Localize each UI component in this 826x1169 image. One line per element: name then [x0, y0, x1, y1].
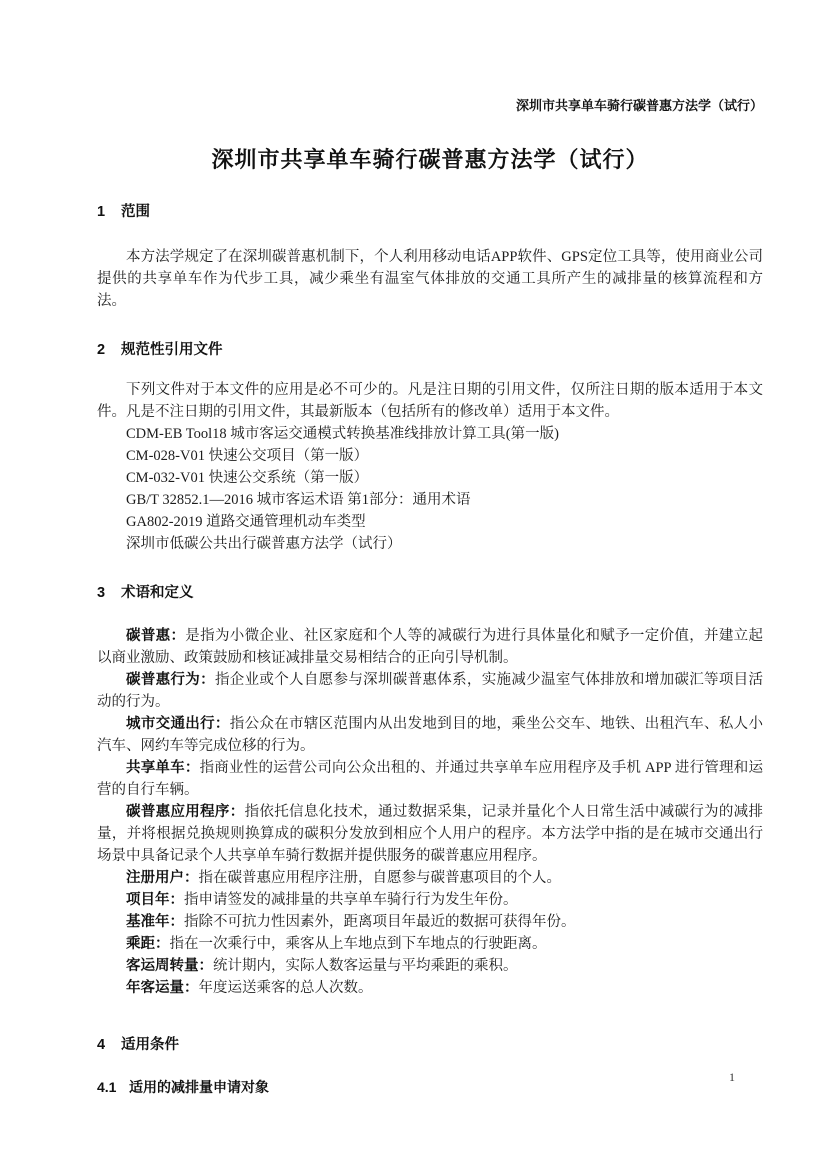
term-name: 注册用户：	[126, 870, 199, 886]
term-item	[97, 955, 763, 977]
term-definition: 指企业或个人自愿参与深圳碳普惠体系，实施减少温室气体排放和增加碳汇等项目活动的行为。	[97, 672, 764, 710]
term-name: 项目年：	[126, 892, 184, 908]
section-number: 2	[97, 342, 106, 358]
reference-item: CDM-EB Tool18 城市客运交通模式转换基准线排放计算工具(第一版)	[126, 426, 559, 442]
term-definition: 指在一次乘行中，乘客从上车地点到下车地点的行驶距离。	[169, 936, 547, 952]
reference-item: CM-032-V01 快速公交系统（第一版）	[126, 470, 369, 486]
section-heading-4	[97, 1037, 763, 1053]
subsection-title: 适用的减排量申请对象	[129, 1079, 269, 1095]
reference-item: GB/T 32852.1—2016 城市客运术语 第1部分：通用术语	[126, 492, 471, 508]
term-definition: 指商业性的运营公司向公众出租的、并通过共享单车应用程序及手机 APP 进行管理和运营的自行车辆。	[97, 760, 763, 798]
subsection-number: 4.1	[97, 1079, 117, 1095]
section-number: 3	[97, 585, 106, 601]
term-name: 碳普惠：	[126, 628, 186, 644]
section-title: 术语和定义	[121, 585, 194, 601]
term-item	[97, 889, 763, 911]
terms-list	[97, 625, 763, 999]
term-definition: 是指为小微企业、社区家庭和个人等的减碳行为进行具体量化和赋予一定价值，并建立起以商业激励、政策鼓励和核证减排量交易相结合的正向引导机制。	[97, 628, 764, 666]
reference-item: GA802-2019 道路交通管理机动车类型	[126, 514, 366, 530]
term-name: 碳普惠行为：	[126, 672, 215, 688]
term-item	[97, 911, 763, 933]
section-1-paragraph: 本方法学规定了在深圳碳普惠机制下，个人利用移动电话APP软件、GPS定位工具等，使用商业公司提供的共享单车作为代步工具，减少乘坐有温室气体排放的交通工具所产生的减排量的核算流程和方法。	[97, 249, 763, 309]
reference-item: CM-028-V01 快速公交项目（第一版）	[126, 448, 369, 464]
term-name: 共享单车：	[126, 760, 200, 776]
term-item	[97, 713, 763, 757]
section-title: 范围	[121, 204, 150, 220]
term-item	[97, 757, 763, 801]
subsection-heading-4-1	[97, 1079, 763, 1095]
term-name: 乘距：	[126, 936, 170, 952]
term-name: 客运周转量：	[126, 958, 213, 974]
term-item	[97, 867, 763, 889]
term-name: 城市交通出行：	[126, 716, 230, 732]
term-definition: 指依托信息化技术，通过数据采集，记录并量化个人日常生活中减碳行为的减排量，并将根据兑换规则换算成的碳积分发放到相应个人用户的程序。本方法学中指的是在城市交通出行场景中具备记录个人共享单车骑行数据并提供服务的碳普惠应用程序。	[97, 804, 764, 864]
document-title: 深圳市共享单车骑行碳普惠方法学（试行）	[211, 147, 649, 172]
reference-item: 深圳市低碳公共出行碳普惠方法学（试行）	[126, 536, 402, 552]
term-definition: 指公众在市辖区范围内从出发地到目的地，乘坐公交车、地铁、出租汽车、私人小汽车、网约车等完成位移的行为。	[97, 716, 763, 754]
term-item	[97, 977, 763, 999]
term-name: 碳普惠应用程序：	[126, 804, 245, 820]
section-heading-3	[97, 585, 763, 601]
section-heading-1	[97, 204, 763, 220]
section-title: 规范性引用文件	[121, 342, 223, 358]
term-definition: 指在碳普惠应用程序注册，自愿参与碳普惠项目的个人。	[198, 870, 561, 886]
section-title: 适用条件	[121, 1037, 179, 1053]
section-2-paragraph: 下列文件对于本文件的应用是必不可少的。凡是注日期的引用文件，仅所注日期的版本适用于本文件。凡是不注日期的引用文件，其最新版本（包括所有的修改单）适用于本文件。	[97, 382, 763, 420]
term-definition: 年度运送乘客的总人次数。	[198, 980, 373, 996]
term-item	[97, 625, 763, 669]
term-definition: 指除不可抗力性因素外，距离项目年最近的数据可获得年份。	[184, 914, 576, 930]
section-number: 1	[97, 204, 106, 220]
page-number: 1	[729, 1070, 735, 1084]
reference-list	[97, 423, 763, 555]
section-number: 4	[97, 1037, 106, 1053]
term-definition: 统计期内，实际人数客运量与平均乘距的乘积。	[213, 958, 518, 974]
term-name: 年客运量：	[126, 980, 199, 996]
term-definition: 指申请签发的减排量的共享单车骑行行为发生年份。	[184, 892, 518, 908]
running-header: 深圳市共享单车骑行碳普惠方法学（试行）	[515, 98, 763, 113]
term-item	[97, 669, 763, 713]
term-item	[97, 801, 763, 867]
term-name: 基准年：	[126, 914, 184, 930]
section-heading-2	[97, 342, 763, 358]
term-item	[97, 933, 763, 955]
